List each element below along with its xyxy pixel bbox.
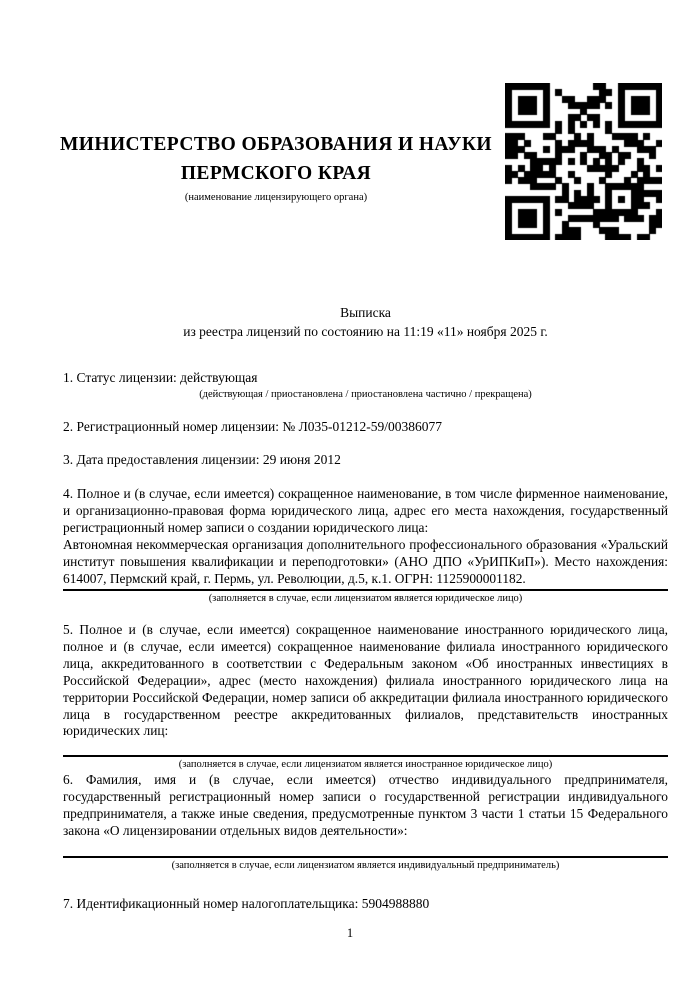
qr-code-image bbox=[505, 83, 662, 240]
item-5-caption: (заполняется в случае, если лицензиатом является иностранное юридическое лицо) bbox=[178, 759, 553, 771]
item-3-license-date: 3. Дата предоставления лицензии: 29 июня 2012 bbox=[63, 452, 341, 467]
item-4-caption: (заполняется в случае, если лицензиатом является юридическое лицо) bbox=[208, 593, 523, 605]
item-6-entrepreneur bbox=[63, 772, 668, 871]
item-7-taxpayer-number: 7. Идентификационный номер налогоплательщика: 5904988880 bbox=[63, 896, 430, 911]
item-6-question: 6. Фамилия, имя и (в случае, если имеется) отчество индивидуального предпринимателя, государственный регистрационный номер записи о государственной регистрации индивидуального предпринимателя, а также иные сведения, предусмотренные пунктом 3 части 1 статьи 15 Федерального закона «О лицензировании отдельных видов деятельности»: bbox=[63, 772, 668, 838]
item-1-license-status: 1. Статус лицензии: действующая bbox=[63, 370, 258, 385]
item-1-caption: (действующая / приостановлена / приостановлена частично / прекращена) bbox=[199, 389, 532, 400]
issuer-name-line2: ПЕРМСКОГО КРАЯ bbox=[180, 163, 372, 184]
item-2-registration-number: 2. Регистрационный номер лицензии: № Л035-01212-59/00386077 bbox=[63, 419, 443, 434]
item-5-foreign-entity bbox=[63, 622, 668, 770]
issuer-header bbox=[40, 130, 512, 203]
item-6-fill-line bbox=[63, 856, 668, 858]
issuer-name-line1: МИНИСТЕРСТВО ОБРАЗОВАНИЯ И НАУКИ bbox=[60, 134, 492, 155]
qr-code bbox=[505, 83, 662, 240]
item-5-fill-line bbox=[63, 755, 668, 757]
document-title-line1: Выписка bbox=[340, 305, 391, 320]
item-5-question: 5. Полное и (в случае, если имеется) сокращенное наименование иностранного юридического лица, полное и (в случае, если имеется) сокращенное наименование филиала иностранного юридического лица, аккредитованного в соответствии с Федеральным законом «Об иностранных инвестициях в Российской Федерации», адрес (место нахождения) филиала иностранного юридического лица на территории Российской Федерации, номер записи об аккредитации филиала иностранного юридического лица в государственном реестре аккредитованных филиалов, представительств иностранных юридических лиц: bbox=[63, 622, 668, 739]
item-6-caption: (заполняется в случае, если лицензиатом является индивидуальный предприниматель) bbox=[171, 859, 560, 871]
item-4-question: 4. Полное и (в случае, если имеется) сокращенное наименование, в том числе фирменное наименование, и организационно-правовая форма юридического лица, адрес его места нахождения, государственный регистрационный номер записи о создании юридического лица: bbox=[63, 486, 668, 535]
item-4-fill-line bbox=[63, 589, 668, 591]
document-title bbox=[63, 303, 668, 341]
item-4-value: Автономная некоммерческая организация дополнительного профессионального образования «Уральский институт повышения квалификации и переподготовки» (АНО ДПО «УрИПКиП»). Место нахождения: 614007, Пермский край, г. Пермь, ул. Революции, д.5, к.1. ОГРН: 1125900001182. bbox=[63, 536, 668, 586]
document-title-line2: из реестра лицензий по состоянию на 11:19 «11» ноября 2025 г. bbox=[183, 324, 548, 339]
page-number: 1 bbox=[346, 926, 354, 940]
issuer-caption: (наименование лицензирующего органа) bbox=[184, 192, 368, 203]
item-4-legal-entity bbox=[63, 486, 668, 604]
